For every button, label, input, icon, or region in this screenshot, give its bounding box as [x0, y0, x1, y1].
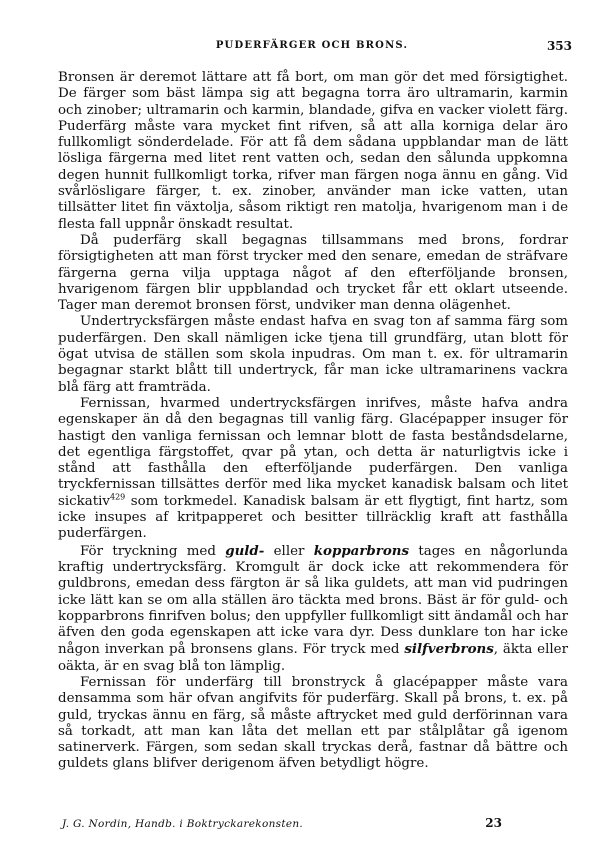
emphasis-guld: guld-: [225, 542, 265, 559]
emphasis-kopparbrons: kopparbrons: [313, 542, 410, 559]
page-number: 353: [546, 39, 572, 53]
paragraph-5-text-b: eller: [264, 543, 314, 559]
paragraph-2: Då puderfärg skall begagnas tillsammans med brons, fordrar försigtigheten att man först trycker med den senare, emedan de sträfvare färgerna gerna vilja upptaga något af den efterföljande bronsen, hvarigenom färgen blir uppblandad och trycket får ett oklart utseende. Tager man deremot bronsen först, undviker man denna olägenhet.: [58, 232, 568, 314]
footer: [62, 818, 502, 834]
footer-text: J. G. Nordin, Handb. i Boktryckarekonsten.: [62, 818, 304, 830]
paragraph-3: Undertrycksfärgen måste endast hafva en svag ton af samma färg som puderfärgen. Den skall nämligen icke tjena till grundfärg, utan blott för ögat utvisa de ställen som skola inpudras. Om man t. ex. för ultramarin begagnar starkt blått till undertryck, får man icke ultramarinens vackra blå färg att framträda.: [58, 314, 568, 395]
paragraph-1: Bronsen är deremot lättare att få bort, om man gör det med försigtighet. De färger som bäst lämpa sig att begagna torra äro ultramarin, karmin och zinober; ultramarin och karmin, blandade, gifva en vacker violett färg. Puderfärg måste vara mycket fint rifven, så att alla korniga delar äro fullkomligt sönderdelade. För att få dem sådana uppblandar man de lätt lösliga färgerna med litet rent vatten och, sedan den sålunda uppkomna degen hunnit fullkomligt torka, rifver man färgen noga ännu en gång. Vid svårlösligare färger, t. ex. zinober, använder man icke vatten, utan tillsätter litet fin växtolja, såsom riktigt ren matolja, hvarigenom man i de flesta fall uppnår önskadt resultat.: [58, 70, 568, 232]
emphasis-silfverbrons: silfverbrons: [404, 641, 494, 658]
paragraph-5: [58, 543, 568, 675]
running-title: PUDERFÄRGER OCH BRONS.: [215, 40, 409, 51]
paragraph-4-text-b: som torkmedel. Kanadisk balsam är ett flygtigt, fint hartz, som icke insupes af kritpapperet och besitter tillräcklig kraft att fasthålla puderfärgen.: [58, 493, 568, 542]
paragraph-6: Fernissan för underfärg till bronstryck å glacépapper måste vara densamma som här ofvan angifvits för puderfärg. Skall på brons, t. ex. på guld, tryckas ännu en färg, så måste aftrycket med guld derförinnan vara så torkadt, att man kan låta det mellan ett par stålplåtar gå igenom satinerverk. Färgen, som sedan skall tryckas derå, fastnar då bättre och guldets glans blifver derigenom äfven betydligt högre.: [58, 674, 568, 772]
paragraph-4: [58, 396, 568, 543]
running-header: [52, 40, 572, 56]
paragraph-5-text-d: , äkta eller oäkta, är en svag blå ton lämplig.: [58, 642, 568, 674]
body-text: [58, 70, 568, 773]
paragraph-5-text-a: För tryckning med: [80, 543, 226, 559]
signature-mark: 23: [485, 816, 502, 830]
paragraph-4-text-a: Fernissan, hvarmed undertrycksfärgen inrifves, måste hafva andra egenskaper än då den begagnas till vanlig färg. Glacépapper insuger för hastigt den vanliga fernissan och lemnar blott de fasta beståndsdelarne, det egentliga färgstoffet, qvar på ytan, och detta är naturligtvis icke i stånd att fasthålla den efterföljande puderfärgen. Den vanliga tryckfernissan tillsättes derför med lika mycket kanadisk balsam och litet sickativ: [58, 395, 568, 509]
footnote-reference: 429: [109, 492, 126, 502]
paragraph-5-text-c: tages en någorlunda kraftig undertrycksfärg. Kromgult är dock icke att rekommendera för guldbrons, emedan dess färgton är så lika guldets, att man vid pudringen icke lätt kan se om alla ställen äro täckta med brons. Bäst är för guld- och kopparbrons finrifven bolus; den uppfyller fullkomligt sitt ändamål och har äfven den goda egenskapen att icke vara dyr. Dess dunklare ton har icke någon inverkan på bronsens glans. För tryck med: [58, 543, 568, 658]
